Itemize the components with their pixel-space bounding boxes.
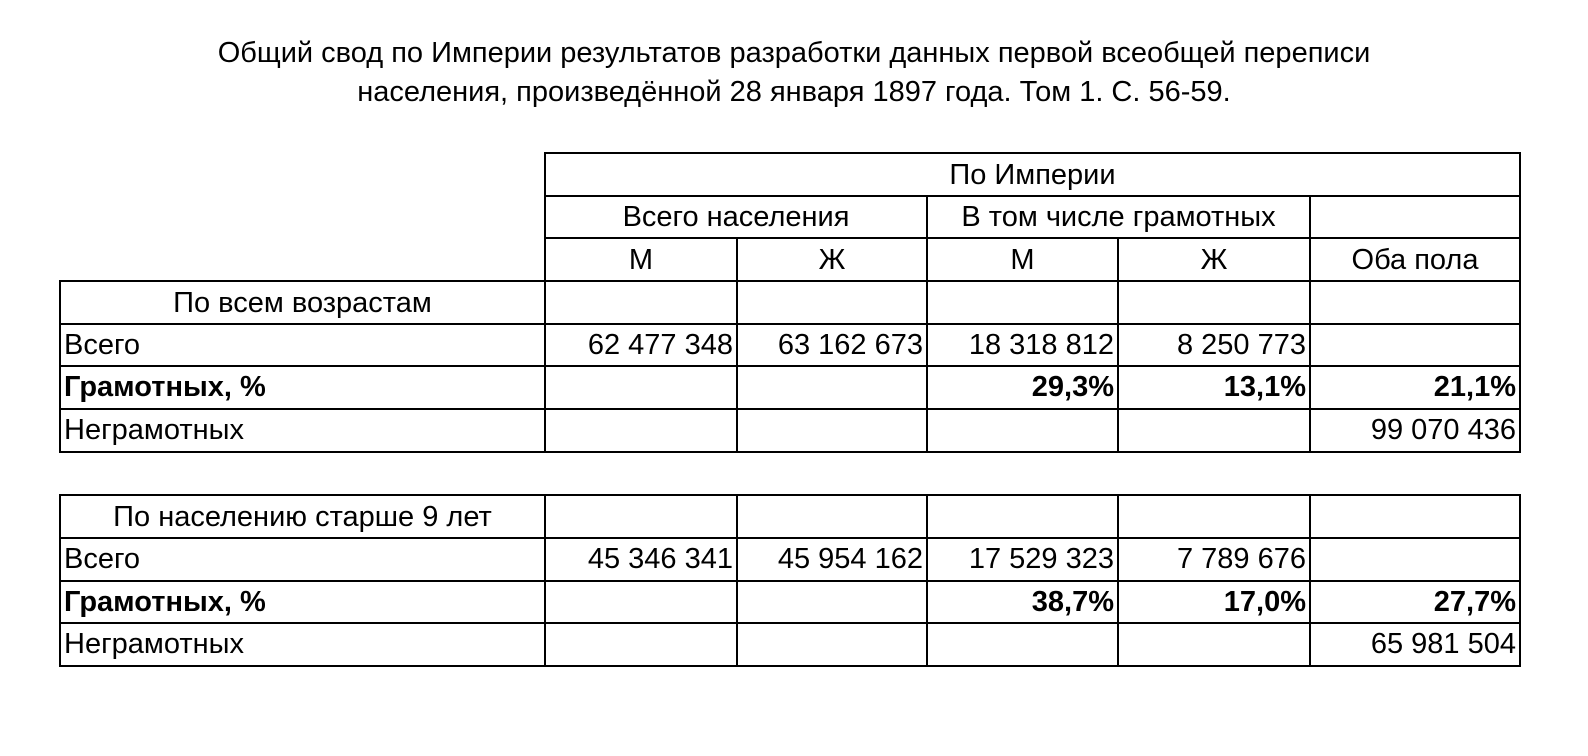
section-2-total-female: 45 954 162 <box>777 543 923 575</box>
section-2-literate-male: 17 529 323 <box>968 543 1114 575</box>
section-1-literate-male: 18 318 812 <box>968 329 1114 361</box>
section-1-total-label: Всего <box>64 329 141 361</box>
grid-line <box>544 152 1521 154</box>
document-title <box>0 34 1588 112</box>
grid-line <box>1117 237 1119 453</box>
section-2-pct-label: Грамотных, % <box>64 586 266 618</box>
section-1-pct-both: 21,1% <box>1433 371 1516 403</box>
grid-line <box>59 365 1521 367</box>
header-total-population: Всего населения <box>622 201 850 233</box>
section-2-pct-male: 38,7% <box>1031 586 1114 618</box>
section-2-literate-female: 7 789 676 <box>1176 543 1306 575</box>
section-1-pct-female: 13,1% <box>1223 371 1306 403</box>
header-group: По Империи <box>949 159 1116 191</box>
grid-line <box>1519 152 1521 453</box>
title-line-1: Общий свод по Империи результатов разработки данных первой всеобщей переписи <box>217 37 1371 69</box>
grid-line <box>59 494 61 667</box>
grid-line <box>544 237 1521 239</box>
grid-line <box>59 665 1521 667</box>
grid-line <box>736 237 738 453</box>
grid-line <box>544 195 1521 197</box>
section-2-label: По населению старше 9 лет <box>113 501 492 533</box>
section-1-pct-label: Грамотных, % <box>64 371 266 403</box>
grid-line <box>59 622 1521 624</box>
grid-line <box>1519 494 1521 667</box>
section-2-illiterate-label: Неграмотных <box>64 628 244 660</box>
grid-line <box>1309 195 1311 453</box>
grid-line <box>544 494 546 667</box>
grid-line <box>59 537 1521 539</box>
header-literate: В том числе грамотных <box>961 201 1276 233</box>
grid-line <box>926 195 928 453</box>
section-2-total-label: Всего <box>64 543 141 575</box>
grid-line <box>926 494 928 667</box>
section-1-total-female: 63 162 673 <box>777 329 923 361</box>
grid-line <box>736 494 738 667</box>
section-1-label: По всем возрастам <box>173 287 432 319</box>
section-1-pct-male: 29,3% <box>1031 371 1114 403</box>
section-2-total-male: 45 346 341 <box>587 543 733 575</box>
grid-line <box>59 280 1521 282</box>
section-2-illiterate-both: 65 981 504 <box>1370 628 1516 660</box>
section-2-pct-female: 17,0% <box>1223 586 1306 618</box>
section-1-illiterate-both: 99 070 436 <box>1370 414 1516 446</box>
grid-line <box>59 580 1521 582</box>
grid-line <box>59 408 1521 410</box>
grid-line <box>1117 494 1119 667</box>
section-1-illiterate-label: Неграмотных <box>64 414 244 446</box>
header-female: Ж <box>818 244 846 276</box>
grid-line <box>59 323 1521 325</box>
grid-line <box>59 280 61 453</box>
grid-line <box>544 152 546 453</box>
section-1-total-male: 62 477 348 <box>587 329 733 361</box>
header-literate-female: Ж <box>1200 244 1228 276</box>
grid-line <box>1309 494 1311 667</box>
header-literate-male: М <box>1010 244 1035 276</box>
grid-line <box>59 494 1521 496</box>
title-line-2: населения, произведённой 28 января 1897 года. Том 1. С. 56-59. <box>357 76 1231 108</box>
header-male: М <box>628 244 654 276</box>
section-1-literate-female: 8 250 773 <box>1176 329 1306 361</box>
header-both-sexes: Оба пола <box>1351 244 1479 276</box>
grid-line <box>59 451 1521 453</box>
section-2-pct-both: 27,7% <box>1433 586 1516 618</box>
